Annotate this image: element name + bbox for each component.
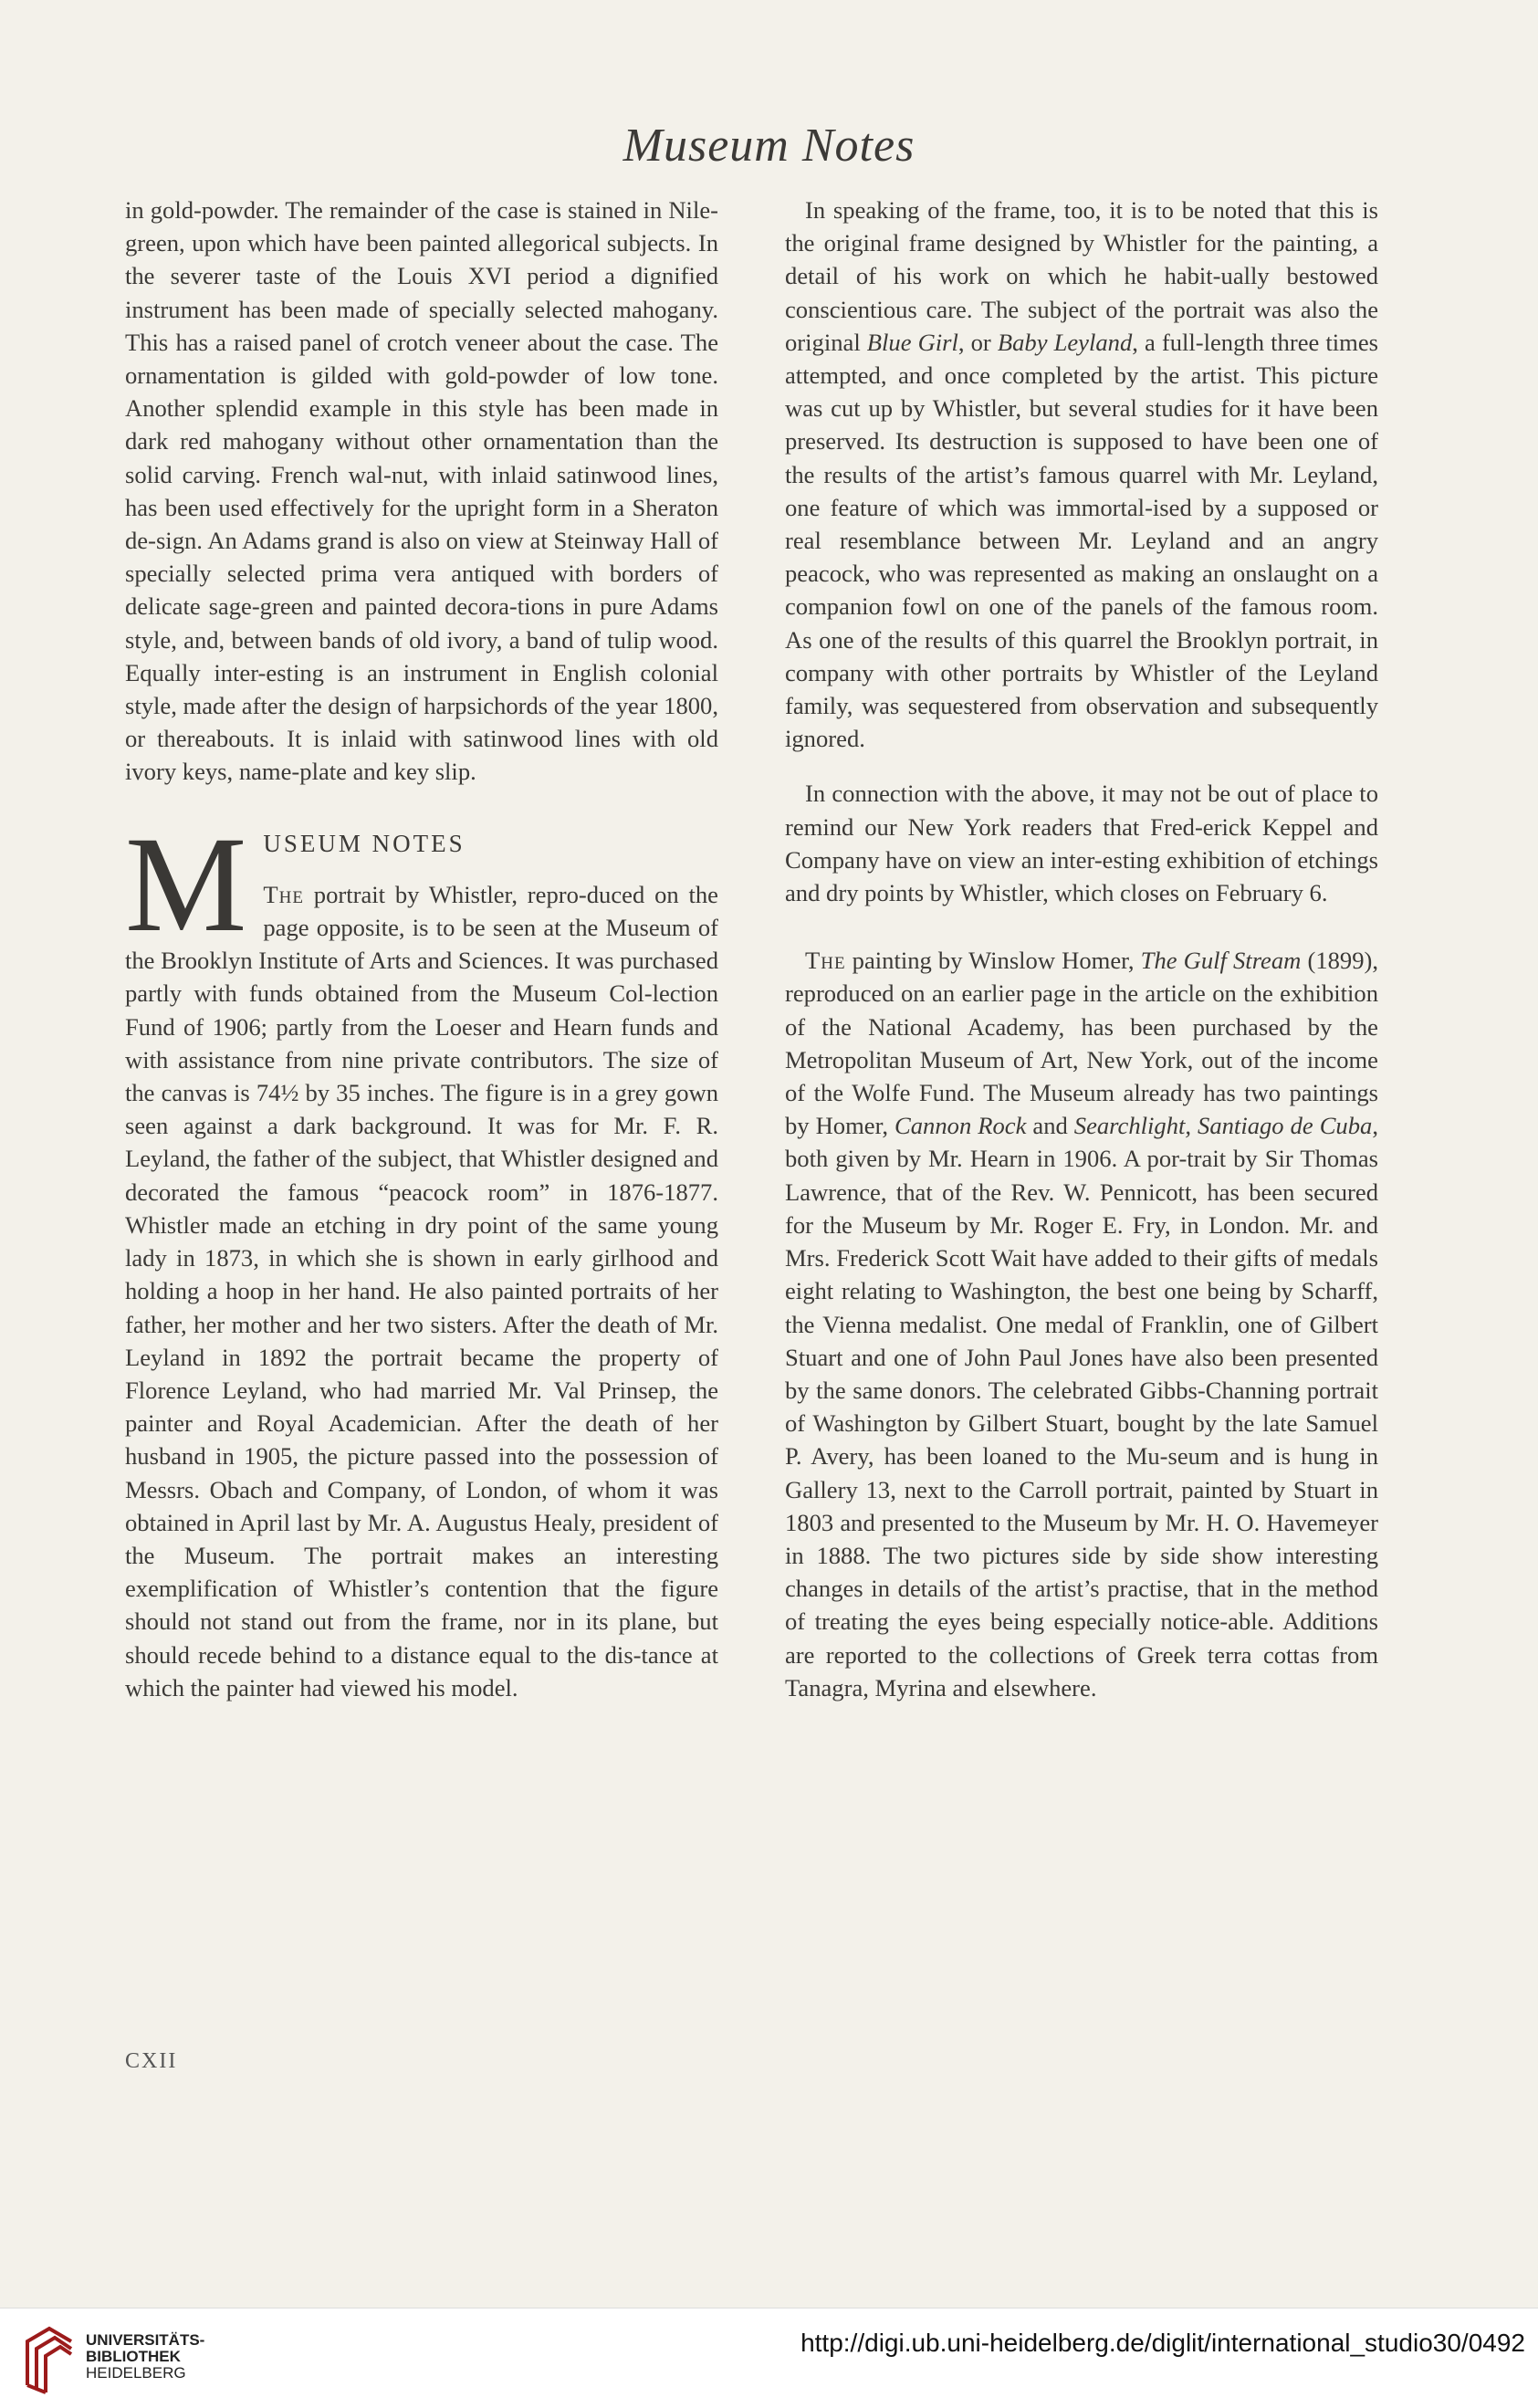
paragraph: in gold-powder. The remainder of the case is stained in Nile-green, upon which have been painted allegorical subjects. In the severer taste of the Louis XVI period a dignified instrument has been made of specially selected mahogany. This has a raised panel of crotch veneer about the case. The ornamentation is gilded with gold-powder of low tone. Another splendid example in this style has been made in dark red mahogany without other ornamentation than the solid carving. French wal-nut, with inlaid satinwood lines, has been used effectively for the upright form in a Sheraton de-sign. An Adams grand is also on view at Steinway Hall of specially selected prima vera antiqued with borders of delicate sage-green and painted decora-tions in pure Adams style, and, between bands of old ivory, a band of tulip wood. Equally inter-esting is an instrument in English colonial style, made after the design of harpsichords of the year 1800, or thereabouts. It is inlaid with satinwood lines with old ivory keys, name-plate and key slip. (125, 196, 718, 786)
right-column (785, 194, 1378, 1704)
source-url-link[interactable]: http://digi.ub.uni-heidelberg.de/diglit/international_studio30/0492 (800, 2329, 1525, 2357)
paragraph-text: portrait by Whistler, repro-duced on the page opposite, is to be seen at the Museum of the Brooklyn Institute of Arts and Sciences. It was purchased partly with funds obtained from the Museum Col-lection Fund of 1906; partly from the Loeser and Hearn funds and with assistance from nine private contributors. The size of the canvas is 74½ by 35 inches. The figure is in a grey gown seen against a dark background. It was for Mr. F. R. Leyland, the father of the subject, that Whistler designed and decorated the famous “peacock room” in 1876-1877. Whistler made an etching in dry point of the same young lady in 1873, in which she is shown in early girlhood and holding a hoop in her hand. He also painted portraits of her father, her mother and her two sisters. After the death of Mr. Leyland in 1892 the portrait became the property of Florence Leyland, who had married Mr. Val Prinsep, the painter and Royal Academician. After the death of her husband in 1905, the picture passed into the possession of Messrs. Obach and Company, of London, of whom it was obtained in April last by Mr. A. Augustus Healy, president of the Museum. The portrait makes an interesting exemplification of Whistler’s contention that the figure should not stand out from the frame, nor in its plane, but should recede behind to a distance equal to the dis-tance at which the painter had viewed his model. (125, 880, 718, 1701)
drop-cap: M (125, 808, 247, 960)
paragraph (785, 944, 1378, 1704)
section-title: USEUM NOTES (263, 829, 466, 857)
italic-title: Blue Girl (866, 328, 958, 356)
italic-title: Baby Leyland (997, 328, 1133, 356)
italic-title: The Gulf Stream (1140, 947, 1302, 975)
running-head: Museum Notes (623, 120, 915, 172)
text-run: , both given by Mr. Hearn in 1906. A por-trait by Sir Thomas Lawrence, that of the Rev. W. Pennicott, has been secured for the Museum by Mr. Roger E. Fry, in London. Mr. and Mrs. Frederick Scott Wait have added to their gifts of medals eight relating to Washington, the best one being by Scharff, the Vienna medalist. One medal of Franklin, one of Gilbert Stuart and one of John Paul Jones have also been presented by the same donors. The celebrated Gibbs-Channing portrait of Washington by Gilbert Stuart, bought by the late Samuel P. Avery, has been loaned to the Mu-seum and is hung in Gallery 13, next to the Carroll portrait, painted by Stuart in 1803 and presented to the Museum by Mr. H. O. Havemeyer in 1888. The two pictures side by side show interesting changes in details of the artist’s practise, that in the method of treating the eyes being especially notice-able. Additions are reported to the collections of Greek terra cottas from Tanagra, Myrina and elsewhere. (785, 1112, 1378, 1701)
text-run: , a full-length three times attempted, and once completed by the artist. This picture was cut up by Whistler, but several studies for it have been preserved. Its destruction is supposed to have been one of the results of the artist’s famous quarrel with Mr. Leyland, one feature of which was immortal-ised by a supposed or real resemblance between Mr. Leyland and an angry peacock, who was represented as making an onslaught on a companion fowl on one of the panels of the famous room. As one of the results of this quarrel the Brooklyn portrait, in company with other portraits by Whistler of the Leyland family, was sequestered from observation and subsequently ignored. (785, 328, 1378, 753)
text-run: In speaking of the frame, too, it is to be noted that this is the original frame designed by Whistler for the painting, a detail of his work on which he habit-ually bestowed conscientious care. The subject of the portrait was also the original (785, 196, 1378, 356)
lead-word: The (805, 947, 846, 975)
library-logo-icon (15, 2321, 84, 2396)
text-run: (1899), reproduced on an earlier page in the article on the exhibition of the National Academy, has been purchased by the Metropolitan Museum of Art, New York, out of the income of the Wolfe Fund. The Museum already has two paintings by Homer, (785, 947, 1379, 1140)
logo-line: HEIDELBERG (86, 2364, 186, 2382)
library-logo-text (86, 2332, 204, 2382)
footer-bar (0, 2308, 1538, 2408)
section-museum-notes (125, 808, 718, 1704)
logo-line: BIBLIOTHEK (86, 2348, 181, 2365)
text-run: , or (957, 328, 998, 356)
lead-word: The (263, 880, 304, 908)
paragraph (125, 878, 718, 1704)
text-run: painting by Winslow Homer, (845, 947, 1141, 975)
italic-title: Searchlight, Santiago de Cuba (1073, 1112, 1373, 1140)
italic-title: Cannon Rock (895, 1112, 1027, 1140)
page-number: CXII (125, 2049, 178, 2073)
text-run: and (1026, 1112, 1074, 1140)
left-column (125, 194, 718, 1704)
logo-line: UNIVERSITÄTS- (86, 2331, 205, 2349)
paragraph: In connection with the above, it may not be out of place to remind our New York readers that Fred-erick Keppel and Company have on view an inter-esting exhibition of etchings and dry points by Whistler, which closes on February 6. (785, 780, 1378, 907)
paragraph (785, 194, 1378, 755)
